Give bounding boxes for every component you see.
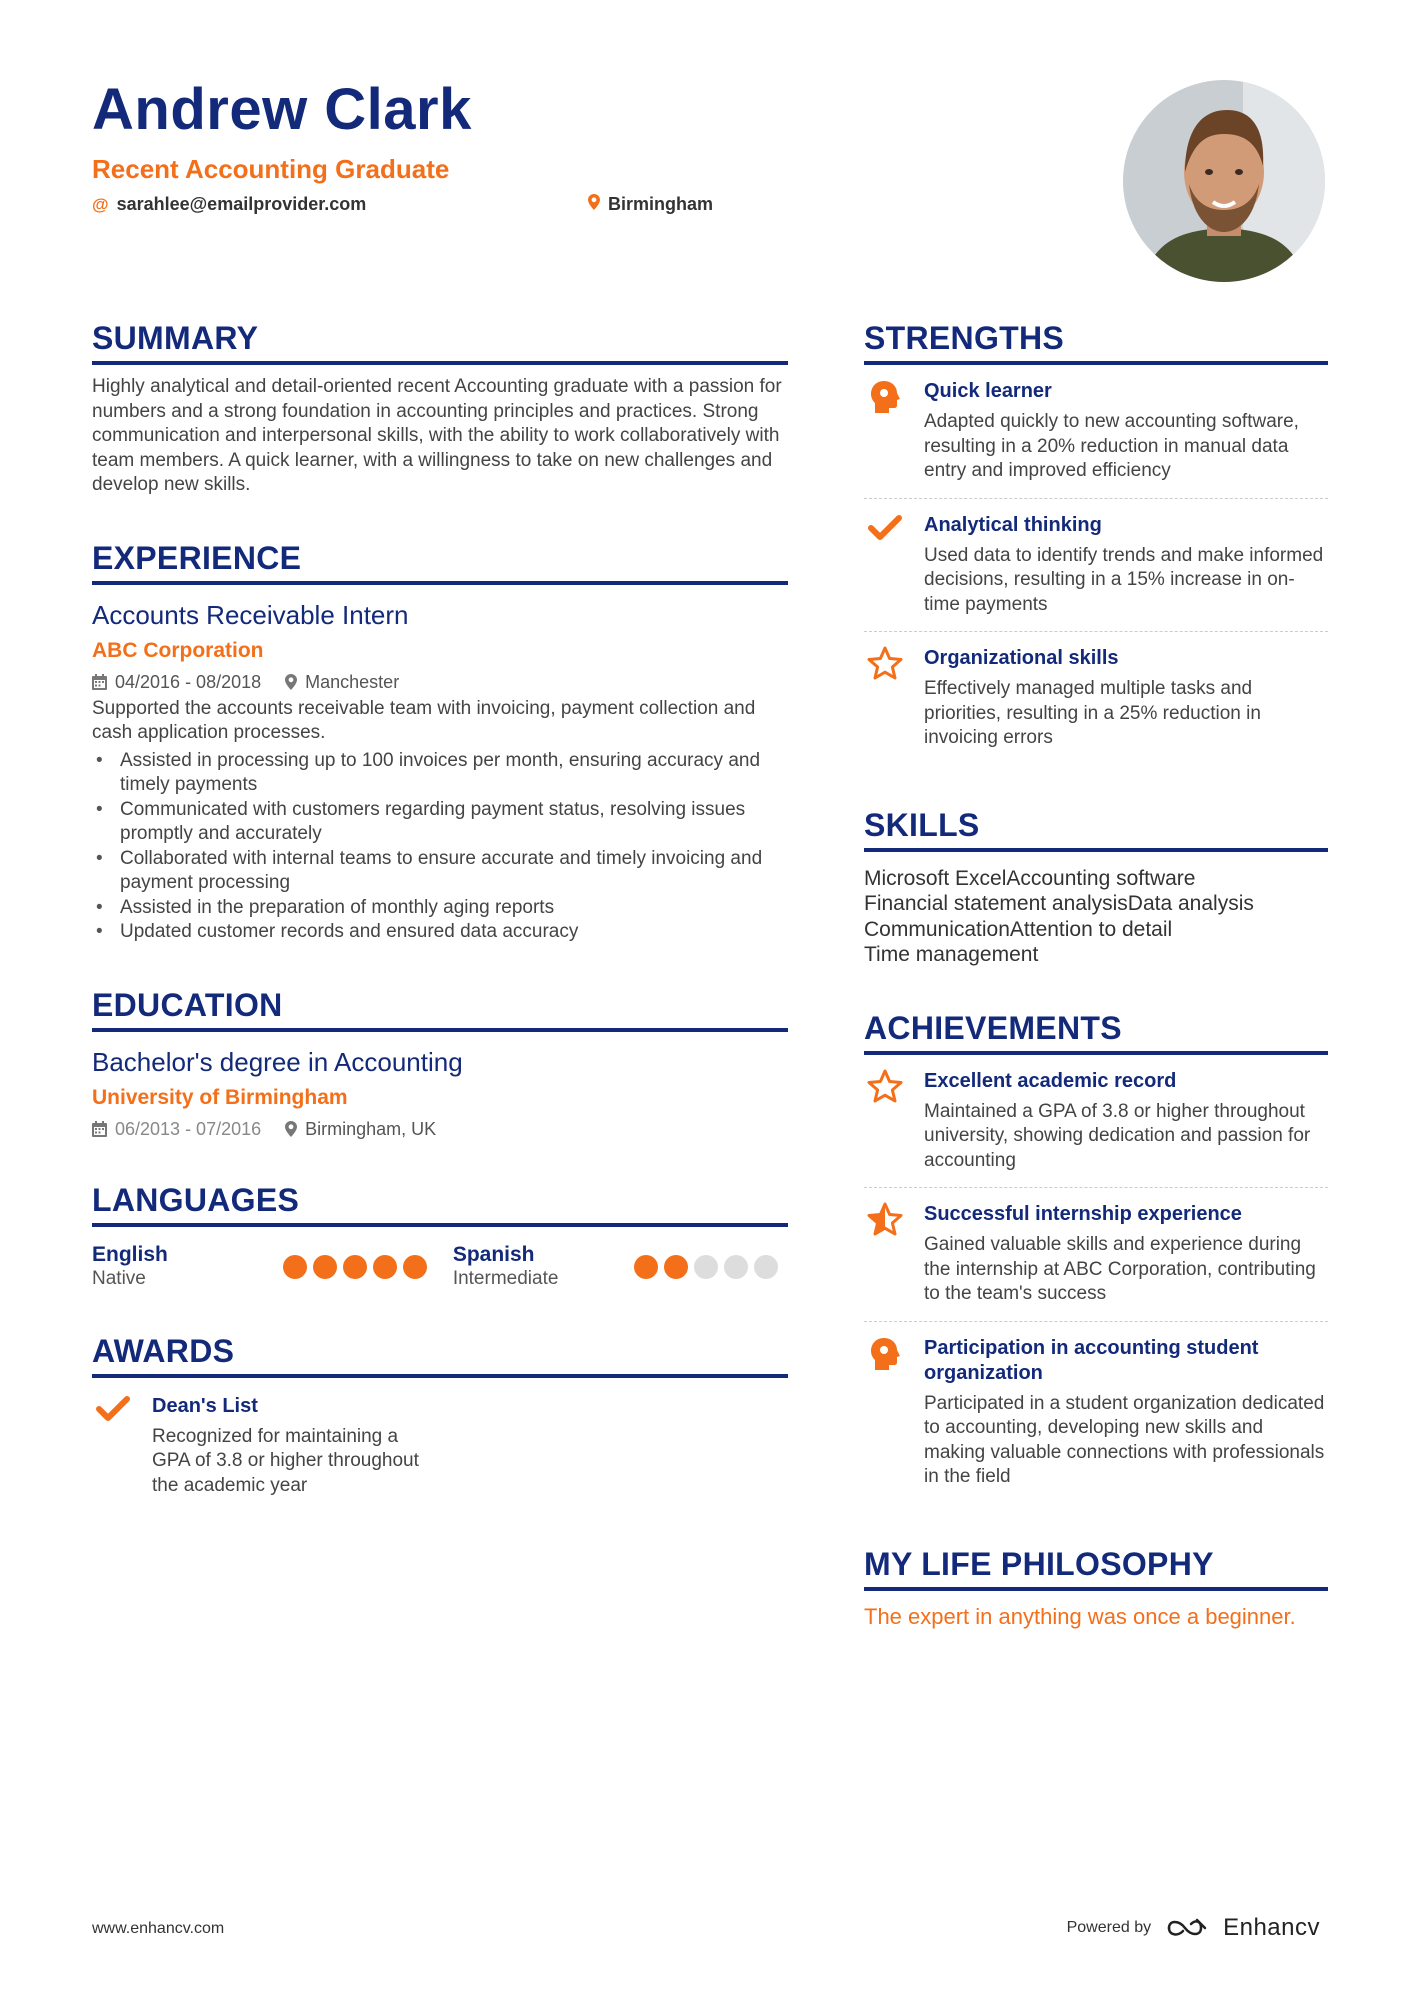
awards-section (92, 1331, 788, 1513)
summary-text: Highly analytical and detail-oriented recent Accounting graduate with a passion for numbers and a strong foundation in accounting principles and practices. Strong communication and interpersonal skills, with the ability to work collaboratively with team members. A quick learner, with a willingness to take on new challenges and develop new skills. (92, 376, 782, 495)
languages-list (92, 1243, 788, 1291)
job-bullets (92, 749, 788, 945)
education-heading: EDUCATION (92, 985, 788, 1032)
philosophy-heading: MY LIFE PHILOSOPHY (864, 1544, 1328, 1591)
strength-description: Effectively managed multiple tasks and priorities, resulting in a 25% reduction in invoicing errors (924, 678, 1261, 748)
experience-section (92, 538, 788, 945)
resume-header (92, 78, 1092, 218)
philosophy-quote: The expert in anything was once a beginner. (864, 1603, 1296, 1629)
head-icon (864, 1336, 906, 1490)
job-location-wrap (285, 671, 399, 693)
job-dates: 04/2016 - 08/2018 (115, 671, 262, 692)
achievements-heading: ACHIEVEMENTS (864, 1008, 1328, 1055)
award-title: Dean's List (152, 1394, 258, 1417)
achievement-title: Successful internship experience (924, 1203, 1242, 1225)
skill-line: Financial statement analysisData analysis (864, 892, 1254, 915)
strength-description: Used data to identify trends and make informed decisions, resulting in a 15% increase in on-time payments (924, 544, 1324, 615)
strength-title: Quick learner (924, 380, 1052, 402)
job-description: Supported the accounts receivable team with invoicing, payment collection and cash application processes. (92, 697, 756, 743)
list-item: • Updated customer records and ensured data accuracy (92, 920, 788, 945)
list-item: • Assisted in the preparation of monthly aging reports (92, 896, 788, 921)
job-dates-wrap (92, 671, 261, 693)
location-contact (588, 194, 713, 215)
location-pin-icon (285, 1121, 297, 1137)
rating-dot (664, 1255, 688, 1279)
achievement-description: Gained valuable skills and experience during the internship at ABC Corporation, contributing to the team's success (924, 1234, 1316, 1304)
rating-dot (724, 1255, 748, 1279)
achievement-title: Participation in accounting student organization (924, 1336, 1259, 1384)
school-name: University of Birmingham (92, 1085, 348, 1109)
rating-dot (754, 1255, 778, 1279)
education-meta (92, 1118, 788, 1140)
award-item (92, 1378, 422, 1513)
email-contact[interactable] (92, 194, 366, 215)
left-column (92, 318, 788, 1552)
candidate-title: Recent Accounting Graduate (92, 154, 450, 184)
skills-section (864, 805, 1328, 968)
languages-heading: LANGUAGES (92, 1180, 788, 1227)
footer-branding[interactable] (1067, 1914, 1320, 1942)
philosophy-section (864, 1544, 1328, 1631)
location-pin-icon (285, 674, 297, 690)
strength-item (864, 632, 1328, 765)
achievement-description: Participated in a student organization dedicated to accounting, developing new skills and making valuable connections with professionals in the field (924, 1392, 1325, 1487)
profile-photo (1123, 80, 1325, 282)
education-location-wrap (285, 1118, 436, 1140)
strength-description: Adapted quickly to new accounting software, resulting in a 20% reduction in manual data entry and improved efficiency (924, 411, 1299, 481)
list-item: • Collaborated with internal teams to ensure accurate and timely invoicing and payment processing (92, 847, 788, 896)
head-icon (864, 379, 906, 484)
strength-title: Analytical thinking (924, 513, 1102, 536)
powered-by-label: Powered by (1066, 1919, 1152, 1936)
job-company: ABC Corporation (92, 638, 264, 662)
language-rating (634, 1255, 778, 1279)
location-pin-icon (588, 194, 600, 215)
language-level: Intermediate (452, 1267, 559, 1289)
skill-line: Time management (864, 943, 1039, 966)
strengths-heading: STRENGTHS (864, 318, 1328, 365)
language-rating (283, 1255, 427, 1279)
language-name: Spanish (452, 1242, 535, 1266)
languages-section (92, 1180, 788, 1291)
at-icon: @ (92, 194, 109, 214)
list-item: • Assisted in processing up to 100 invoices per month, ensuring accuracy and timely payments (92, 749, 788, 798)
star-outline-icon (864, 1069, 906, 1174)
calendar-icon (92, 674, 107, 690)
awards-heading: AWARDS (92, 1331, 788, 1378)
language-spanish (453, 1243, 788, 1291)
strength-item (864, 365, 1328, 499)
rating-dot (694, 1255, 718, 1279)
experience-heading: EXPERIENCE (92, 538, 788, 585)
contact-info (92, 194, 1092, 218)
degree-title: Bachelor's degree in Accounting (92, 1046, 463, 1077)
job-location: Manchester (305, 671, 400, 692)
check-icon (864, 513, 906, 618)
skills-heading: SKILLS (864, 805, 1328, 852)
location-text: Birmingham (608, 194, 714, 214)
achievement-description: Maintained a GPA of 3.8 or higher throughout university, showing dedication and passion for accounting (924, 1100, 1311, 1171)
language-name: English (92, 1242, 168, 1266)
skills-list (864, 866, 1328, 968)
education-section (92, 985, 788, 1140)
education-dates: 06/2013 - 07/2016 (115, 1118, 262, 1139)
strength-title: Organizational skills (924, 647, 1119, 669)
rating-dot (373, 1255, 397, 1279)
achievement-item (864, 1322, 1328, 1504)
email-text: sarahlee@emailprovider.com (116, 194, 367, 214)
award-description: Recognized for maintaining a GPA of 3.8 or higher throughout the academic year (152, 1425, 419, 1496)
rating-dot (283, 1255, 307, 1279)
brand-name: Enhancv (1223, 1914, 1320, 1941)
job-title: Accounts Receivable Intern (92, 599, 409, 630)
rating-dot (343, 1255, 367, 1279)
star-outline-icon (864, 646, 906, 751)
skill-line: CommunicationAttention to detail (864, 917, 1173, 941)
footer-website[interactable]: www.enhancv.com (92, 1920, 225, 1937)
star-half-icon (864, 1202, 906, 1307)
education-location: Birmingham, UK (305, 1118, 437, 1139)
strengths-section (864, 318, 1328, 765)
check-icon (92, 1394, 134, 1499)
achievement-item (864, 1055, 1328, 1189)
rating-dot (403, 1255, 427, 1279)
calendar-icon (92, 1121, 107, 1137)
achievements-section (864, 1008, 1328, 1504)
rating-dot (313, 1255, 337, 1279)
summary-section (92, 318, 788, 498)
language-english (92, 1243, 453, 1291)
achievement-item (864, 1188, 1328, 1322)
skill-line: Microsoft ExcelAccounting software (864, 866, 1196, 890)
enhancv-logo-icon (1165, 1916, 1209, 1940)
candidate-name: Andrew Clark (92, 77, 472, 142)
list-item: • Communicated with customers regarding payment status, resolving issues promptly and accurately (92, 798, 788, 847)
right-column (864, 318, 1328, 1671)
strength-item (864, 499, 1328, 633)
job-meta (92, 671, 788, 693)
education-dates-wrap (92, 1118, 261, 1140)
language-level: Native (92, 1267, 146, 1289)
summary-heading: SUMMARY (92, 318, 788, 365)
achievement-title: Excellent academic record (924, 1069, 1177, 1092)
rating-dot (634, 1255, 658, 1279)
